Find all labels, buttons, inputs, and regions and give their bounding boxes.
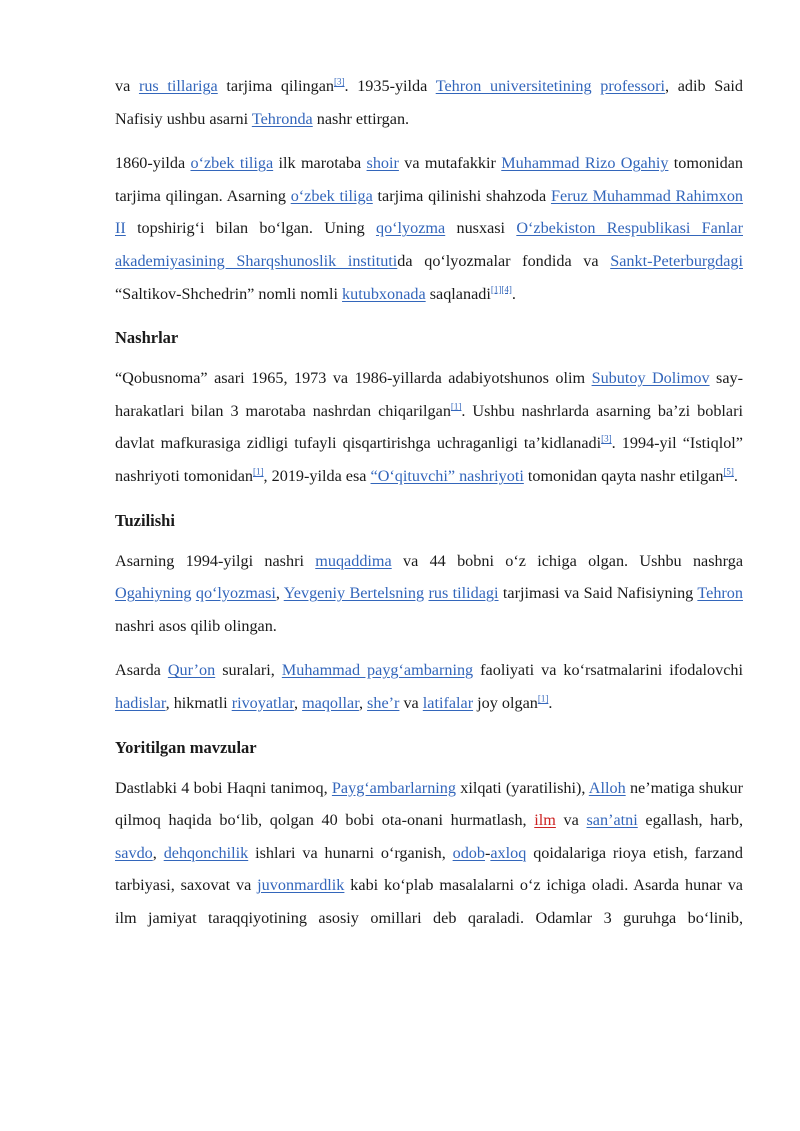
text: - — [484, 843, 491, 862]
link-subutoy-dolimov[interactable]: Subutoy Dolimov — [591, 369, 710, 388]
text: ilk marotaba — [273, 154, 367, 173]
link-sharqshunoslik-instituti[interactable]: Oʻzbekiston Respublikasi Fanlar akademiyasining Sharqshunoslik instituti — [115, 219, 743, 270]
link-ogahiyning[interactable]: Ogahiyning — [115, 584, 192, 603]
link-ilm[interactable]: ilm — [534, 811, 556, 830]
link-qolyozma[interactable]: qoʻlyozma — [375, 219, 446, 238]
text: Asarda — [115, 661, 168, 680]
text: va — [399, 693, 423, 712]
link-maqollar[interactable]: maqollar — [302, 693, 359, 712]
text: say-harakatlari bilan 3 marotaba nashrdan chiqarilgan — [115, 369, 743, 420]
paragraph-uzbek-translation — [115, 147, 743, 310]
text: tarjima qilinishi shahzoda — [372, 186, 551, 205]
paragraph-structure — [115, 545, 743, 643]
link-alloh[interactable]: Alloh — [588, 778, 626, 797]
text: topshirigʻi bilan boʻlgan. Uning — [125, 219, 376, 238]
link-odob[interactable]: odob — [452, 843, 485, 862]
text: saqlanadi — [425, 284, 491, 303]
link-qolyozmasi[interactable]: qoʻlyozmasi — [195, 584, 276, 603]
text: da qoʻlyozmalar fondida va — [397, 251, 611, 270]
text: va mutafakkir — [398, 154, 502, 173]
citation-ref[interactable] — [723, 467, 734, 477]
text: . — [511, 284, 516, 303]
section-heading-nashrlar: Nashrlar — [115, 328, 179, 348]
citation-link[interactable]: [1] — [537, 693, 549, 704]
link-professori[interactable]: professori — [600, 77, 665, 95]
text: kabi koʻplab masalalarni oʻz ichiga oladi. Asarda hunar va ilm jamiyat taraqqiyotining asosiy omillari deb qaraladi. Odamlar 3 guruhga boʻlinib, — [115, 876, 743, 927]
text: “Qobusnoma” asari 1965, 1973 va 1986-yillarda adabiyotshunos olim — [115, 369, 592, 388]
text: egallash, harb, — [637, 811, 743, 830]
text: . Ushbu nashrlarda asarning ba’zi boblari davlat mafkurasiga zidligi tufayli qisqartirishga uchraganligi ta’kidlanadi — [115, 401, 743, 453]
text: joy olgan — [473, 693, 538, 712]
text: nashr ettirgan. — [312, 109, 410, 128]
text: qoidalariga rioya etish, farzand tarbiyasi, saxovat va — [115, 843, 744, 895]
text: tomonidan qayta nashr etilgan — [523, 466, 724, 485]
link-kutubxonada[interactable]: kutubxonada — [342, 284, 426, 303]
link-feruz-muhammad-rahimxon[interactable]: Feruz Muhammad Rahimxon II — [115, 186, 744, 238]
text: va 44 bobni oʻz ichiga olgan. Ushbu nashrga — [391, 551, 744, 570]
citation-ref[interactable] — [538, 694, 549, 704]
paragraph-translations — [115, 70, 743, 135]
link-rus-tilidagi[interactable]: rus tilidagi — [428, 584, 499, 603]
text: tarjimasi va Said Nafisiyning — [498, 584, 698, 603]
link-paygambarlarning[interactable]: Paygʻambarlarning — [331, 778, 456, 797]
text: Dastlabki 4 bobi Haqni tanimoq, — [115, 778, 332, 797]
text: , — [293, 693, 303, 712]
link-shoir[interactable]: shoir — [366, 154, 399, 173]
citation-ref[interactable] — [334, 77, 345, 87]
document-page — [115, 70, 743, 946]
link-hadislar[interactable]: hadislar — [115, 693, 166, 712]
paragraph-editions — [115, 362, 743, 492]
text: “Saltikov-Shchedrin” nomli nomli — [115, 284, 343, 303]
link-juvonmardlik[interactable]: juvonmardlik — [257, 876, 345, 895]
link-rus-tillariga[interactable]: rus tillariga — [138, 77, 218, 95]
citation-ref[interactable] — [601, 434, 612, 444]
citation-link[interactable]: [5] — [723, 466, 734, 477]
text: ne’matiga shukur qilmoq haqida boʻlib, qolgan 40 bobi ota-onani hurmatlash, — [115, 778, 743, 830]
text: suralari, — [215, 661, 282, 680]
citation-ref[interactable] — [451, 401, 462, 411]
link-latifalar[interactable]: latifalar — [422, 693, 474, 712]
text: , — [358, 693, 368, 712]
citation-ref[interactable] — [491, 284, 512, 294]
link-rivoyatlar[interactable]: rivoyatlar — [231, 693, 294, 712]
link-sanatni[interactable]: san’atni — [586, 811, 638, 830]
text: nusxasi — [445, 219, 517, 238]
text: , 2019-yilda esa — [263, 466, 371, 485]
text: . — [548, 693, 553, 712]
link-muhammad-paygambarning[interactable]: Muhammad paygʻambarning — [281, 661, 474, 680]
link-tehron[interactable]: Tehron — [697, 584, 743, 603]
text: . — [733, 466, 738, 485]
text: Asarning 1994-yilgi nashri — [115, 551, 316, 570]
citation-link[interactable]: [4] — [501, 284, 512, 295]
citation-link[interactable]: [3] — [601, 433, 612, 444]
citation-link[interactable]: [1] — [490, 284, 502, 295]
link-sankt-peterburgdagi[interactable]: Sankt-Peterburgdagi — [610, 251, 743, 270]
link-muhammad-rizo-ogahiy[interactable]: Muhammad Rizo Ogahiy — [501, 154, 669, 173]
link-tehronda[interactable]: Tehronda — [251, 109, 313, 128]
citation-ref[interactable] — [253, 467, 264, 477]
text: , hikmatli — [165, 693, 232, 712]
link-dehqonchilik[interactable]: dehqonchilik — [163, 843, 249, 862]
paragraph-sources — [115, 654, 743, 719]
text: faoliyati va koʻrsatmalarini ifodalovchi — [473, 661, 744, 680]
text — [592, 77, 601, 95]
link-oqituvchi-nashriyoti[interactable]: “Oʻqituvchi” nashriyoti — [370, 466, 524, 485]
link-yevgeniy-bertelsning[interactable]: Yevgeniy Bertelsning — [283, 584, 425, 603]
link-quron[interactable]: Qur’on — [167, 661, 216, 680]
link-muqaddima[interactable]: muqaddima — [315, 551, 392, 570]
text: 1860-yilda — [115, 154, 191, 173]
text: , — [275, 584, 284, 603]
citation-link[interactable]: [3] — [333, 76, 345, 87]
link-ozbek-tiliga[interactable]: oʻzbek tiliga — [190, 154, 274, 173]
section-heading-tuzilishi: Tuzilishi — [115, 510, 175, 530]
paragraph-topics — [115, 772, 743, 935]
link-ozbek-tiliga-2[interactable]: oʻzbek tiliga — [290, 186, 373, 205]
citation-link[interactable]: [1] — [253, 466, 264, 477]
text: , — [152, 843, 164, 862]
text: tomonidan tarjima qilingan. Asarning — [115, 154, 744, 205]
text: nashri asos qilib olingan. — [115, 616, 277, 635]
section-heading-yoritilgan-mavzular: Yoritilgan mavzular — [115, 737, 257, 757]
text: va — [555, 811, 587, 830]
citation-link[interactable]: [1] — [450, 401, 462, 412]
text: ishlari va hunarni oʻrganish, — [248, 843, 453, 862]
link-tehron-universitetining[interactable]: Tehron universitetining — [435, 77, 592, 95]
text: xilqati (yaratilishi), — [455, 778, 589, 797]
link-savdo[interactable]: savdo — [115, 843, 153, 862]
text: , adib Said Nafisiy ushbu asarni — [115, 77, 744, 128]
text: . 1935-yilda — [344, 77, 436, 95]
text: va — [115, 77, 139, 95]
link-axloq[interactable]: axloq — [490, 843, 527, 862]
link-sher[interactable]: she’r — [367, 693, 400, 712]
text: . 1994-yil “Istiqlol” nashriyoti tomonidan — [115, 434, 743, 485]
text: tarjima qilingan — [217, 77, 334, 95]
